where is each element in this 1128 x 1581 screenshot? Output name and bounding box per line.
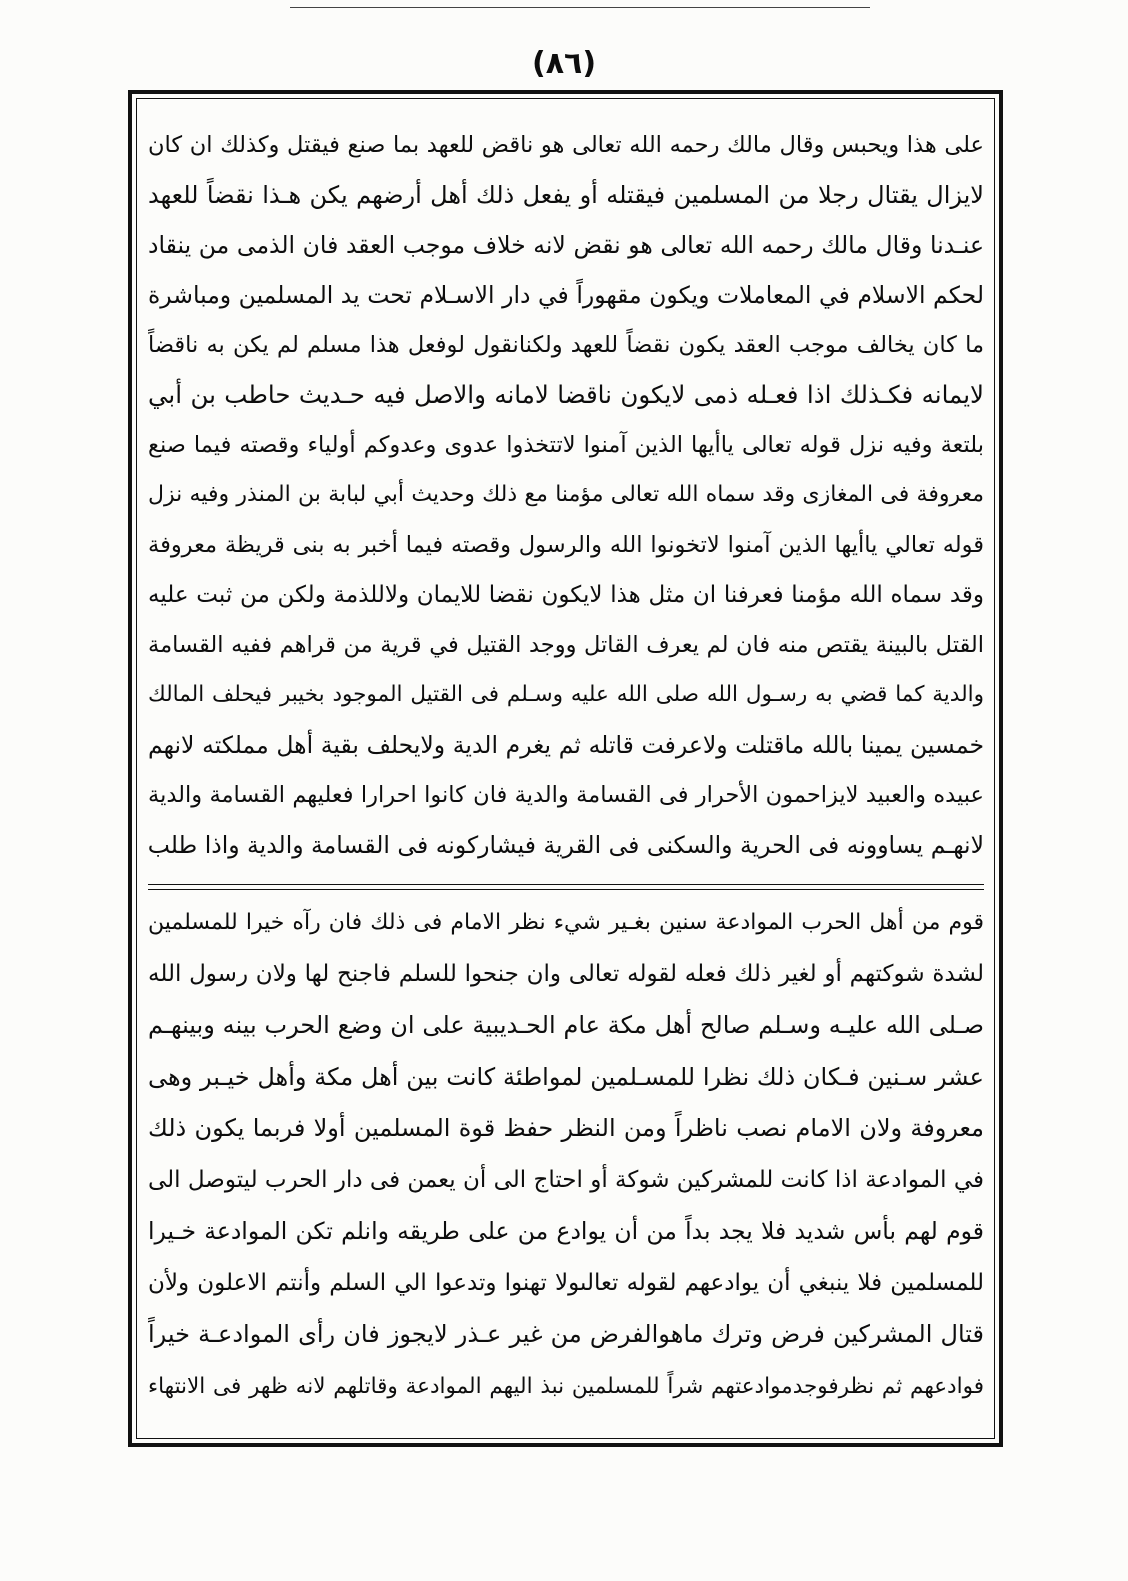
text-line: في الموادعة اذا كانت للمشركين شوكة أو احتاج الى أن يعمن فى دار الحرب ليتوصل الى	[148, 1166, 984, 1193]
text-line: قتال المشركين فرض وترك ماهوالفرض من غير عـذر لايجوز فان رأى الموادعـة خيراً	[148, 1320, 984, 1348]
text-line: القتل بالبينة يقتص منه فان لم يعرف القاتل ووجد القتيل في قرية من قراهم ففيه القسامة	[148, 632, 984, 658]
text-line: والدية كما قضي به رسـول الله صلى الله عليه وسـلم فى القتيل الموجود بخيبر فيحلف المالك	[148, 682, 984, 707]
text-line: للمسلمين فلا ينبغي أن يوادعهم لقوله تعالىولا تهنوا وتدعوا الي السلم وأنتم الاعلون ولأن	[148, 1269, 984, 1296]
section-before-rule	[148, 120, 984, 870]
text-line: على هذا ويحبس وقال مالك رحمه الله تعالى هو ناقض للعهد بما صنع فيقتل وكذلك ان كان	[148, 132, 984, 158]
text-line: عنـدنا وقال مالك رحمه الله تعالى هو نقض لانه خلاف موجب العقد فان الذمى من ينقاد	[148, 231, 984, 259]
text-line: معروفة فى المغازى وقد سماه الله تعالى مؤمنا مع ذلك وحديث أبي لبابة بن المنذر وفيه نزل	[148, 482, 984, 507]
text-line: بلتعة وفيه نزل قوله تعالى ياأيها الذين آمنوا لاتتخذوا عدوى وعدوكم أولياء وقصته فيما صنع	[148, 432, 984, 458]
text-line: عبيده والعبيد لايزاحمون الأحرار فى القسامة والدية فان كانوا احرارا فعليهم القسامة والدية	[148, 782, 984, 808]
text-line: لايمانه فكـذلك اذا فعـله ذمى لايكون ناقضا لامانه والاصل فيه حـديث حاطب بن أبي	[148, 380, 984, 409]
section-divider	[148, 884, 984, 890]
text-line: ما كان يخالف موجب العقد يكون نقضاً للعهد ولكنانقول لوفعل هذا مسلم لم يكن به ناقضاً	[148, 332, 984, 358]
text-line: صـلى الله عليـه وسـلم صالح أهل مكة عام الحـديبية على ان وضع الحرب بينه وبينهـم	[148, 1011, 984, 1039]
text-line: لانهـم يساوونه فى الحرية والسكنى فى القرية فيشاركونه فى القسامة والدية واذا طلب	[148, 831, 984, 859]
text-line: قوم لهم بأس شديد فلا يجد بداً من أن يوادع من على طريقه وانلم تكن الموادعة خـيرا	[148, 1217, 984, 1245]
page-number: (٨٦)	[531, 46, 597, 81]
text-line: لايزال يقتال رجلا من المسلمين فيقتله أو يفعل ذلك أهل أرضهم يكن هـذا نقضاً للعهد	[148, 181, 984, 209]
top-rule	[290, 7, 870, 8]
text-line: لشدة شوكتهم أو لغير ذلك فعله لقوله تعالى وان جنحوا للسلم فاجنح لها ولان رسول الله	[148, 960, 984, 987]
text-line: فوادعهم ثم نظرفوجدموادعتهم شراً للمسلمين نبذ اليهم الموادعة وقاتلهم لانه ظهر فى الانتهاء	[148, 1373, 984, 1399]
text-line: وقد سماه الله مؤمنا فعرفنا ان مثل هذا لايكون نقضا للايمان ولاللذمة ولكن من ثبت عليه	[148, 582, 984, 608]
text-line: معروفة ولان الامام نصب ناظراً ومن النظر حفظ قوة المسلمين أولا فربما يكون ذلك	[148, 1114, 984, 1142]
section-after-rule	[148, 897, 984, 1412]
text-line: قوم من أهل الحرب الموادعة سنين بغـير شيء نظر الامام فى ذلك فان رآه خيرا للمسلمين	[148, 910, 984, 935]
text-line: لحكم الاسلام في المعاملات ويكون مقهوراً في دار الاسـلام تحت يد المسلمين ومباشرة	[148, 281, 984, 309]
text-line: قوله تعالي ياأيها الذين آمنوا لاتخونوا الله والرسول وقصته فيما أخبر به بنى قريظة معروفة	[148, 532, 984, 558]
text-line: عشر سـنين فـكان ذلك نظرا للمسـلمين لمواطئة كانت بين أهل مكة وأهل خيـبر وهى	[148, 1062, 984, 1091]
text-line: خمسين يمينا بالله ماقتلت ولاعرفت قاتله ثم يغرم الدية ولايحلف بقية أهل مملكته لانهم	[148, 731, 984, 759]
